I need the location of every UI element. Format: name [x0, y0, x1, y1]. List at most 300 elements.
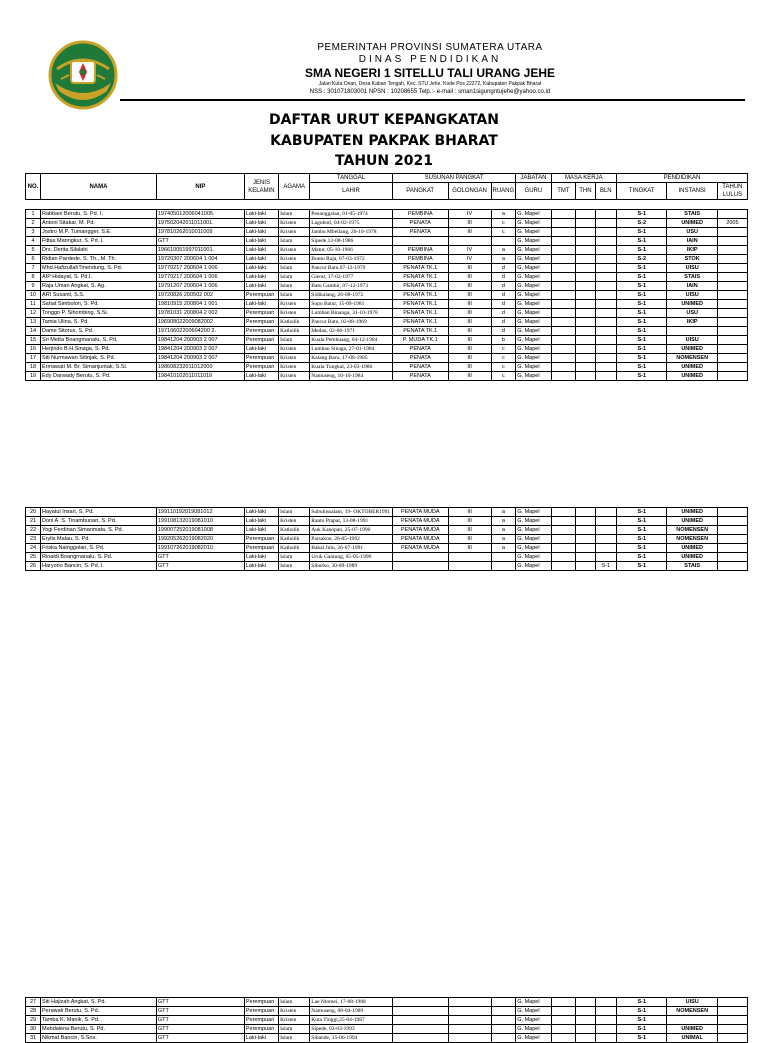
cell-tingkat: S-1 [617, 336, 667, 345]
cell-pangkat: PENATA MUDA [392, 508, 448, 517]
cell-lulus [717, 273, 747, 282]
cell-pangkat: PENATA MUDA [392, 544, 448, 553]
cell-gol: III [448, 508, 491, 517]
header-province: PEMERINTAH PROVINSI SUMATERA UTARA [317, 42, 543, 53]
cell-jk: Perempuan [244, 327, 278, 336]
cell-gol: III [448, 345, 491, 354]
cell-lahir: Subulussalam, 19- OKTOBER1991 [310, 508, 393, 517]
cell-instansi: IAIN [667, 237, 717, 246]
cell-nama: Friska Nainggolan, S. Pd. [41, 544, 157, 553]
cell-jab: G. Mapel [516, 309, 551, 318]
cell-ruang: d [491, 300, 516, 309]
cell-thn [576, 237, 595, 246]
cell-agama: Islam [279, 291, 310, 300]
cell-thn [576, 508, 595, 517]
cell-jk: Laki-laki [244, 282, 278, 291]
cell-no: 4 [26, 237, 41, 246]
cell-lahir: Penanggalan, 01-05-1974 [310, 210, 393, 219]
cell-thn [576, 228, 595, 237]
col-susunan-pangkat: SUSUNAN PANGKAT [392, 174, 515, 183]
cell-thn [576, 318, 595, 327]
cell-agama: Islam [279, 508, 310, 517]
cell-pangkat: PENATA [392, 354, 448, 363]
cell-tingkat: S-1 [617, 1034, 667, 1043]
cell-nama: AIP Hidayat, S. Pd.I. [41, 273, 157, 282]
cell-agama: Islam [279, 237, 310, 246]
table-header [25, 173, 748, 200]
cell-ruang: c [491, 228, 516, 237]
cell-lahir: Sipede,12-08-1986 [310, 237, 393, 246]
cell-ruang: d [491, 309, 516, 318]
cell-lulus [717, 998, 747, 1007]
table-row [26, 237, 748, 246]
cell-lahir: Matur, 05-10-1966 [310, 246, 393, 255]
cell-thn [576, 535, 595, 544]
cell-tmt [551, 246, 576, 255]
cell-lulus [717, 363, 747, 372]
table-row [26, 535, 748, 544]
cell-nip: 19841204 200903 2 007 [156, 345, 244, 354]
cell-thn [576, 526, 595, 535]
cell-tingkat: S-1 [617, 1007, 667, 1016]
col-tingkat: TINGKAT [617, 183, 667, 200]
cell-lahir: Kalang Baru, 17-08-1985 [310, 354, 393, 363]
cell-lahir: Kuala Tungkal, 23-03-1986 [310, 363, 393, 372]
cell-nip: 196610051997011001. [156, 246, 244, 255]
cell-jk: Laki-laki [244, 273, 278, 282]
cell-lulus [717, 354, 747, 363]
cell-nip: GTT [156, 998, 244, 1007]
cell-jk: Perempuan [244, 544, 278, 553]
cell-no: 29 [26, 1016, 41, 1025]
cell-thn [576, 354, 595, 363]
cell-thn [576, 309, 595, 318]
cell-agama: Kristen [279, 372, 310, 381]
cell-tingkat: S-1 [617, 508, 667, 517]
col-masa-kerja: MASA KERJA [551, 174, 616, 183]
col-agama: AGAMA [279, 174, 310, 200]
cell-tingkat: S-2 [617, 255, 667, 264]
cell-tingkat: S-1 [617, 300, 667, 309]
table-row [26, 246, 748, 255]
cell-agama: Islam [279, 273, 310, 282]
cell-gol: III [448, 372, 491, 381]
cell-bln [595, 345, 616, 354]
cell-thn [576, 246, 595, 255]
cell-pangkat [392, 562, 448, 571]
cell-jk: Laki-laki [244, 219, 278, 228]
cell-jk: Laki-laki [244, 517, 278, 526]
cell-instansi: STAIS [667, 273, 717, 282]
cell-thn [576, 998, 595, 1007]
cell-jk: Laki-laki [244, 255, 278, 264]
cell-tingkat: S-1 [617, 291, 667, 300]
col-nip: NIP [156, 174, 244, 200]
cell-lahir: Sopo Batur, 15-09-1981 [310, 300, 393, 309]
cell-ruang: d [491, 318, 516, 327]
cell-no: 27 [26, 998, 41, 1007]
table-row [26, 282, 748, 291]
cell-pangkat: PENATA TK.1 [392, 327, 448, 336]
cell-gol: IV [448, 210, 491, 219]
table-row [26, 526, 748, 535]
cell-nip: 19810915 200804 1 001 [156, 300, 244, 309]
cell-bln [595, 544, 616, 553]
cell-thn [576, 264, 595, 273]
provincial-emblem-logo [47, 39, 119, 111]
cell-agama: Katholik [279, 318, 310, 327]
cell-nip: 197405012006041005. [156, 210, 244, 219]
cell-gol [448, 1025, 491, 1034]
cell-tmt [551, 535, 576, 544]
cell-nip: 19841204 200903 2 007 [156, 336, 244, 345]
col-pangkat: PANGKAT [392, 183, 448, 200]
cell-ruang: c [491, 354, 516, 363]
cell-gol: III [448, 354, 491, 363]
cell-nama: Fittas Manngkur, S. Pd. I. [41, 237, 157, 246]
cell-nama: Ermawati M. Br. Simanjuntak, S.Si. [41, 363, 157, 372]
cell-jab: G. Mapel [516, 526, 551, 535]
cell-instansi: UNIMED [667, 219, 717, 228]
cell-instansi: UNIMED [667, 372, 717, 381]
cell-instansi: UNIMED [667, 300, 717, 309]
cell-pangkat: PENATA TK.1 [392, 264, 448, 273]
cell-jk: Perempuan [244, 535, 278, 544]
cell-nama: Tamba K. Manik, S. Pd. [41, 1016, 157, 1025]
cell-nama: Herjindo B.H.Sinaga, S. Pd. [41, 345, 157, 354]
cell-gol: III [448, 219, 491, 228]
col-tmt: TMT [551, 183, 576, 200]
cell-jab: G. Mapel [516, 1034, 551, 1043]
cell-tmt [551, 264, 576, 273]
cell-thn [576, 1034, 595, 1043]
cell-ruang [491, 1025, 516, 1034]
cell-thn [576, 282, 595, 291]
cell-pangkat: PEMBINA [392, 210, 448, 219]
cell-bln [595, 354, 616, 363]
cell-agama: Islam [279, 336, 310, 345]
cell-lulus [717, 1025, 747, 1034]
cell-jk: Perempuan [244, 309, 278, 318]
col-jenis-kelamin: JENIS KELAMIN [244, 174, 278, 200]
cell-no: 10 [26, 291, 41, 300]
cell-gol [448, 562, 491, 571]
cell-pangkat: P. MUDA TK.1 [392, 336, 448, 345]
cell-nip: GTT [156, 562, 244, 571]
cell-ruang [491, 998, 516, 1007]
cell-gol: III [448, 517, 491, 526]
cell-nama: Raja Uman Angkat, S. Ag. [41, 282, 157, 291]
cell-no: 7 [26, 264, 41, 273]
cell-thn [576, 517, 595, 526]
cell-pangkat [392, 553, 448, 562]
cell-nama: Jostro M.P. Tumangger, S.E. [41, 228, 157, 237]
cell-instansi: UISU [667, 998, 717, 1007]
cell-jab: G. Mapel [516, 345, 551, 354]
cell-lulus [717, 300, 747, 309]
cell-no: 19 [26, 372, 41, 381]
cell-tmt [551, 562, 576, 571]
cell-nip: 199007252019081008 [156, 526, 244, 535]
cell-jab: G. Mapel [516, 998, 551, 1007]
cell-instansi: UISU [667, 336, 717, 345]
cell-tingkat: S-1 [617, 553, 667, 562]
cell-jk: Laki-laki [244, 300, 278, 309]
cell-tmt [551, 255, 576, 264]
cell-gol: III [448, 535, 491, 544]
col-bln: BLN [595, 183, 616, 200]
cell-instansi: UNIMED [667, 363, 717, 372]
cell-pangkat [392, 1016, 448, 1025]
table-row [26, 1007, 748, 1016]
table-row [26, 291, 748, 300]
cell-tingkat: S-1 [617, 327, 667, 336]
cell-jk: Laki-laki [244, 526, 278, 535]
table-row [26, 345, 748, 354]
cell-instansi: UNIMED [667, 553, 717, 562]
cell-instansi: STAIS [667, 210, 717, 219]
col-tanggal: TANGGAL [310, 174, 393, 183]
cell-ruang [491, 237, 516, 246]
cell-bln [595, 1025, 616, 1034]
cell-ruang [491, 562, 516, 571]
cell-no: 25 [26, 553, 41, 562]
cell-agama: Kristen [279, 219, 310, 228]
cell-agama: Katholik [279, 535, 310, 544]
cell-tingkat: S-1 [617, 544, 667, 553]
cell-thn [576, 273, 595, 282]
cell-no: 18 [26, 363, 41, 372]
cell-pangkat: PENATA [392, 228, 448, 237]
cell-no: 1 [26, 210, 41, 219]
cell-ruang [491, 553, 516, 562]
cell-ruang: a [491, 517, 516, 526]
cell-bln [595, 300, 616, 309]
cell-jab: G. Mapel [516, 372, 551, 381]
cell-nip: 198410102011011019 [156, 372, 244, 381]
cell-ruang: a [491, 508, 516, 517]
document-subtitle: KABUPATEN PAKPAK BHARAT [270, 133, 498, 149]
document-title: DAFTAR URUT KEPANGKATAN [269, 112, 499, 128]
cell-lahir: Namuseng, 08-04-1989 [310, 1007, 393, 1016]
cell-nama: Hayatul Insan, S. Pd. [41, 508, 157, 517]
cell-instansi: UNIMED [667, 345, 717, 354]
cell-pangkat: PENATA TK.1 [392, 309, 448, 318]
cell-ruang: d [491, 264, 516, 273]
cell-tingkat: S-1 [617, 282, 667, 291]
cell-lahir: Parsakon, 26-05-1992 [310, 535, 393, 544]
cell-nip: GTT [156, 237, 244, 246]
cell-nip: 199110192019081012 [156, 508, 244, 517]
cell-nip: 19720307 200604 1 004 [156, 255, 244, 264]
cell-pangkat: PENATA MUDA [392, 535, 448, 544]
cell-instansi [667, 327, 717, 336]
cell-ruang: d [491, 282, 516, 291]
cell-pangkat [392, 1007, 448, 1016]
cell-bln [595, 246, 616, 255]
cell-bln [595, 517, 616, 526]
cell-nama: Yogi Ferdinan Simanmata, S. Pd. [41, 526, 157, 535]
cell-lahir: Buntu Raja, 07-03-1972 [310, 255, 393, 264]
cell-lahir: Kuala Pembuang, 04-12-1984 [310, 336, 393, 345]
col-thn: THN [576, 183, 595, 200]
cell-tmt [551, 327, 576, 336]
header-school: SMA NEGERI 1 SITELLU TALI URANG JEHE [304, 66, 556, 80]
cell-nama: Tonggo P. Sihombing, S.Si. [41, 309, 157, 318]
cell-gol [448, 237, 491, 246]
cell-jab: G. Mapel [516, 562, 551, 571]
table-row [26, 354, 748, 363]
cell-lulus [717, 535, 747, 544]
cell-tmt [551, 508, 576, 517]
cell-tmt [551, 318, 576, 327]
cell-tingkat: S-1 [617, 998, 667, 1007]
cell-jk: Perempuan [244, 291, 278, 300]
table-row [26, 372, 748, 381]
header-contact: NSS : 301071803001 NPSN : 10208655 Telp.:- e-mail : sman1sigungntujehe@yahoo.co.id [309, 89, 551, 95]
cell-tmt [551, 228, 576, 237]
table-row [26, 327, 748, 336]
cell-lahir: Pancur Batu, 02-08-1969 [310, 318, 393, 327]
cell-bln [595, 210, 616, 219]
cell-lulus [717, 255, 747, 264]
cell-nip: GTT [156, 553, 244, 562]
cell-agama: Islam [279, 1034, 310, 1043]
cell-tingkat: S-1 [617, 318, 667, 327]
table-row [26, 228, 748, 237]
staff-table-part-2 [25, 507, 748, 571]
cell-instansi: USU [667, 228, 717, 237]
cell-tingkat: S-1 [617, 363, 667, 372]
cell-bln [595, 336, 616, 345]
col-lahir: LAHIR [310, 183, 393, 200]
cell-instansi: UNIMED [667, 544, 717, 553]
cell-lahir: Auk Kanopan, 25-07-1990 [310, 526, 393, 535]
cell-agama: Islam [279, 1025, 310, 1034]
cell-bln [595, 535, 616, 544]
table-row [26, 273, 748, 282]
cell-no: 31 [26, 1034, 41, 1043]
cell-jk: Perempuan [244, 1007, 278, 1016]
col-no: NO. [26, 174, 41, 200]
cell-lulus [717, 309, 747, 318]
cell-instansi: UNIMAL [667, 1034, 717, 1043]
cell-jab: G. Mapel [516, 300, 551, 309]
cell-lahir: Lae Ntomei, 17-08-1988 [310, 998, 393, 1007]
table-row [26, 998, 748, 1007]
cell-jk: Perempuan [244, 998, 278, 1007]
cell-jab: G. Mapel [516, 264, 551, 273]
cell-ruang: a [491, 526, 516, 535]
cell-lulus [717, 553, 747, 562]
cell-lahir: Jambu Mbellang, 26-10-1978 [310, 228, 393, 237]
col-instansi: INSTANSI [667, 183, 717, 200]
cell-tingkat: S-1 [617, 273, 667, 282]
cell-thn [576, 291, 595, 300]
table-row [26, 1034, 748, 1043]
cell-lahir: Sidikalang, 26-08-1972 [310, 291, 393, 300]
cell-lulus [717, 345, 747, 354]
cell-lulus [717, 526, 747, 535]
cell-no: 11 [26, 300, 41, 309]
cell-ruang: a [491, 246, 516, 255]
cell-tmt [551, 273, 576, 282]
table-row [26, 517, 748, 526]
cell-agama: Kristen [279, 363, 310, 372]
table-row [26, 255, 748, 264]
cell-bln [595, 273, 616, 282]
cell-thn [576, 1025, 595, 1034]
cell-lahir: Lagubotl, 04-02-1975 [310, 219, 393, 228]
cell-nip: 19720826 200502 002 [156, 291, 244, 300]
cell-tmt [551, 309, 576, 318]
cell-tmt [551, 336, 576, 345]
cell-instansi: NOMENSEN [667, 526, 717, 535]
cell-nama: Edy Darwady Berutu, S. Pd. [41, 372, 157, 381]
cell-pangkat: PENATA TK.1 [392, 318, 448, 327]
cell-tingkat: S-1 [617, 246, 667, 255]
cell-gol: III [448, 318, 491, 327]
cell-nip: 19841204 200903 2 007 [156, 354, 244, 363]
cell-nip: GTT [156, 1007, 244, 1016]
cell-ruang: d [491, 273, 516, 282]
cell-bln [595, 998, 616, 1007]
cell-nip: 199205262019082020 [156, 535, 244, 544]
col-nama: NAMA [41, 174, 157, 200]
cell-bln [595, 255, 616, 264]
cell-ruang: d [491, 291, 516, 300]
cell-lahir: Kuta Tinggi,25-04-1987 [310, 1016, 393, 1025]
cell-jk: Laki-laki [244, 345, 278, 354]
cell-pangkat: PENATA MUDA [392, 526, 448, 535]
cell-jab: G. Mapel [516, 327, 551, 336]
cell-nama: Nikmat Bancin, S.Sos. [41, 1034, 157, 1043]
cell-jab: G. Mapel [516, 255, 551, 264]
cell-tmt [551, 300, 576, 309]
header-department: DINAS PENDIDIKAN [358, 54, 502, 65]
cell-lulus: 2005 [717, 219, 747, 228]
cell-agama: Islam [279, 264, 310, 273]
cell-thn [576, 345, 595, 354]
cell-no: 23 [26, 535, 41, 544]
cell-instansi: NOMENSEN [667, 535, 717, 544]
cell-tmt [551, 544, 576, 553]
table-row [26, 544, 748, 553]
cell-ruang: a [491, 535, 516, 544]
cell-agama: Kristen [279, 1007, 310, 1016]
header-divider [120, 99, 745, 101]
cell-jab: G. Mapel [516, 210, 551, 219]
cell-tingkat: S-1 [617, 517, 667, 526]
cell-gol: III [448, 363, 491, 372]
cell-agama: Kristen [279, 255, 310, 264]
cell-bln [595, 327, 616, 336]
cell-nip: 19791207 200604 1 006 [156, 282, 244, 291]
cell-lahir: Medan, 02-06-1971 [310, 327, 393, 336]
table-row [26, 318, 748, 327]
cell-bln [595, 372, 616, 381]
cell-tmt [551, 219, 576, 228]
cell-tingkat: S-1 [617, 228, 667, 237]
cell-agama: Islam [279, 553, 310, 562]
cell-nama: Doni A. S. Tinambunan, S. Pd. [41, 517, 157, 526]
cell-gol: IV [448, 255, 491, 264]
cell-bln [595, 282, 616, 291]
cell-nama: Rabbani Berutu, S. Pd. I. [41, 210, 157, 219]
cell-tmt [551, 282, 576, 291]
cell-lulus [717, 327, 747, 336]
cell-bln [595, 1016, 616, 1025]
